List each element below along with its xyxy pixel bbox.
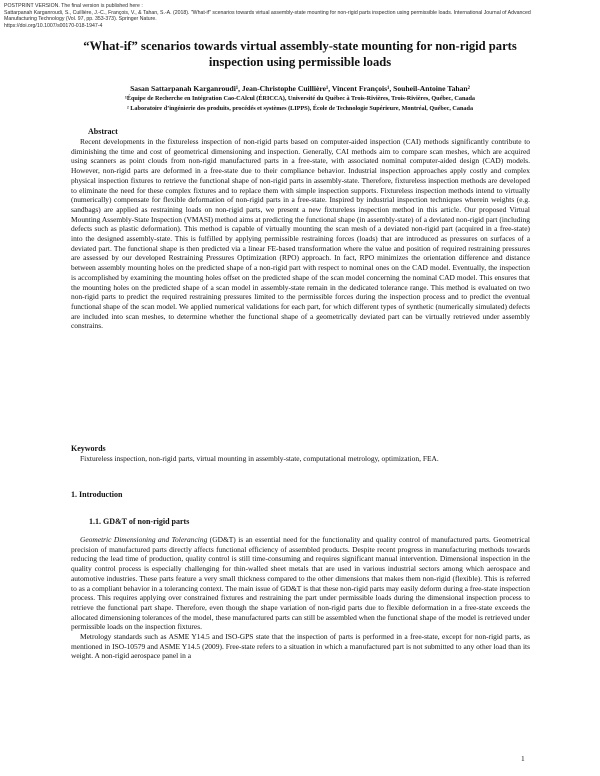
page-number: 1: [521, 754, 525, 763]
abstract-body: Recent developments in the fixtureless inspection of non-rigid parts based on computer-aided inspection (CAI) methods significantly contribute to diminishing the time and cost of geometrical dimensioning and inspection. Generally, CAI methods aim to compare scan meshes, which are acquired using scanners as point clouds from non-rigid manufactured parts in a free-state, with associated nominal computer-aided design (CAD) models. However, non-rigid parts are deformed in a free-state due to their compliance behavior. Industrial inspection approaches apply costly and complex physical inspection fixtures to retrieve the functional shape of non-rigid parts in assembly-state. Therefore, fixtureless inspection methods are developed to eliminate the need for these complex fixtures and to replace them with simple inspection supports. Fixtureless inspection methods intend to virtually (numerically) compensate for flexible deformation of non-rigid parts in a free-state. Inspired by industrial inspection techniques wherein weights (e.g. sandbags) are applied as restraining loads on non-rigid parts, we present a new fixtureless inspection method in this article. Our proposed Virtual Mounting Assembly-State Inspection (VMASI) method aims at predicting the functional shape (in assembly-state) of a deviated non-rigid part (including defects such as plastic deformation). This method is capable of virtually mounting the scan mesh of a deviated non-rigid part (acquired in a free-state) into the designed assembly-state. This is fulfilled by applying permissible restraining forces (loads) that are introduced as pressures on surfaces of a deviated part. The functional shape is then predicted via a linear FE-based transformation where the value and position of required restraining pressures are assessed by our developed Restraining Pressures Optimization (RPO) approach. In fact, RPO minimizes the orientation difference and distance between assembly mounting holes on the predicted shape of a non-rigid part with respect to nominal ones on the CAD model. Eventually, the inspection is accomplished by examining the mounting holes offset on the predicted shape of the scan model concerning the nominal CAD model. This ensures that the mounting holes on the predicted shape of a scan model in assembly-state remain in the dedicated tolerance range. This method is evaluated on two non-rigid parts to predict the required restraining pressures limited to the permissible forces during the inspection process and to predict the eventual functional shape of the scan model. We applied numerical validations for each part, for which different types of synthetic (numerically simulated) defects are included into scan meshes, to determine whether the functional shape of a geometrically deviated part can be virtually retrieved under assembly constrains.: [71, 137, 530, 331]
citation-line: Manufacturing Technology (Vol. 97, pp. 353-373). Springer Nature.: [4, 16, 157, 23]
section-1-1-heading: 1.1. GD&T of non-rigid parts: [89, 517, 190, 526]
intro-paragraph-1: [71, 535, 530, 632]
citation-line: Sattarpanah Karganroudi, S., Cuillière, J.-C., François, V., & Tahan, S.-A. (2018). "What-if" scenarios towards virtual assembly-state mounting for non-rigid parts inspection using permissible loads. International Journal of Advanced: [4, 9, 531, 16]
postprint-notice: [4, 3, 594, 29]
intro-paragraph-2: [71, 632, 530, 661]
introduction-text: [71, 535, 530, 661]
gdt-term: Geometric Dimensioning and Tolerancing: [80, 535, 208, 544]
affiliation-1: ¹Équipe de Recherche en Intégration Cao-CAlcul (ÉRICCA), Université du Québec à Trois-Rivières, Trois-Rivières, Québec, Canada: [124, 95, 476, 102]
author-list: Sasan Sattarpanah Karganroudi¹, Jean-Christophe Cuillière¹, Vincent François¹, Souheil-Antoine Tahan²: [130, 84, 470, 93]
abstract-heading: Abstract: [88, 127, 118, 136]
doi-link[interactable]: https://doi.org/10.1007/s00170-018-1947-4: [4, 22, 103, 29]
paper-title: “What-if” scenarios towards virtual assembly-state mounting for non-rigid parts inspection using permissible loads: [83, 39, 517, 69]
intro-paragraph-1-body: (GD&T) is an essential need for the functionality and quality control of manufactured parts. Geometrical precision of manufactured parts directly affects functional efficiency of assembled products. Despite recent progress in manufacturing methods towards reducing the lead time of production, quality control is still time-consuming and requires significant manual intervention. Dimensional inspection in the quality control process is especially challenging for thin-walled sheet metals that are used in various industrial sectors among which aerospace and automotive industries. These parts feature a very small thickness compared to the other dimensions that makes them non-rigid (flexible). This is referred to as a compliant behavior in a tolerancing context. The main issue of GD&T is that these non-rigid parts may easily deform during a free-state inspection process. This requires applying over constrained fixtures and restraining the part under permissible loads during the dimensional inspection process to retrieve the functional part shape. Therefore, even though the shape variation of non-rigid parts due to flexible deformation in a free-state exceeds the allocated dimensioning tolerances of the model, these manufactured parts can still be assembled when the functional shape of the model is retrieved under permissible loads on the inspection fixtures.: [71, 535, 530, 632]
postprint-line: POSTPRINT VERSION. The final version is published here :: [4, 3, 143, 9]
abstract-text: [71, 137, 530, 331]
keywords-heading: Keywords: [71, 444, 106, 453]
keywords-body: Fixtureless inspection, non-rigid parts, virtual mounting in assembly-state, computational metrology, optimization, FEA.: [80, 454, 439, 463]
keywords-text: [71, 454, 530, 464]
section-1-heading: 1. Introduction: [71, 490, 123, 499]
affiliation-2: ² Laboratoire d’ingénierie des produits, procédés et systèmes (LIPPS), École de Technologie Supérieure, Montréal, Québec, Canada: [126, 105, 474, 112]
intro-paragraph-2-body: Metrology standards such as ASME Y14.5 and ISO-GPS state that the inspection of parts is performed in a free-state, except for non-rigid parts, as mentioned in ISO-10579 and ASME Y14.5 (2009). Free-state refers to a situation in which a manufactured part is not submitted to any other load than its weight. A non-rigid aerospace panel in a: [71, 632, 530, 661]
